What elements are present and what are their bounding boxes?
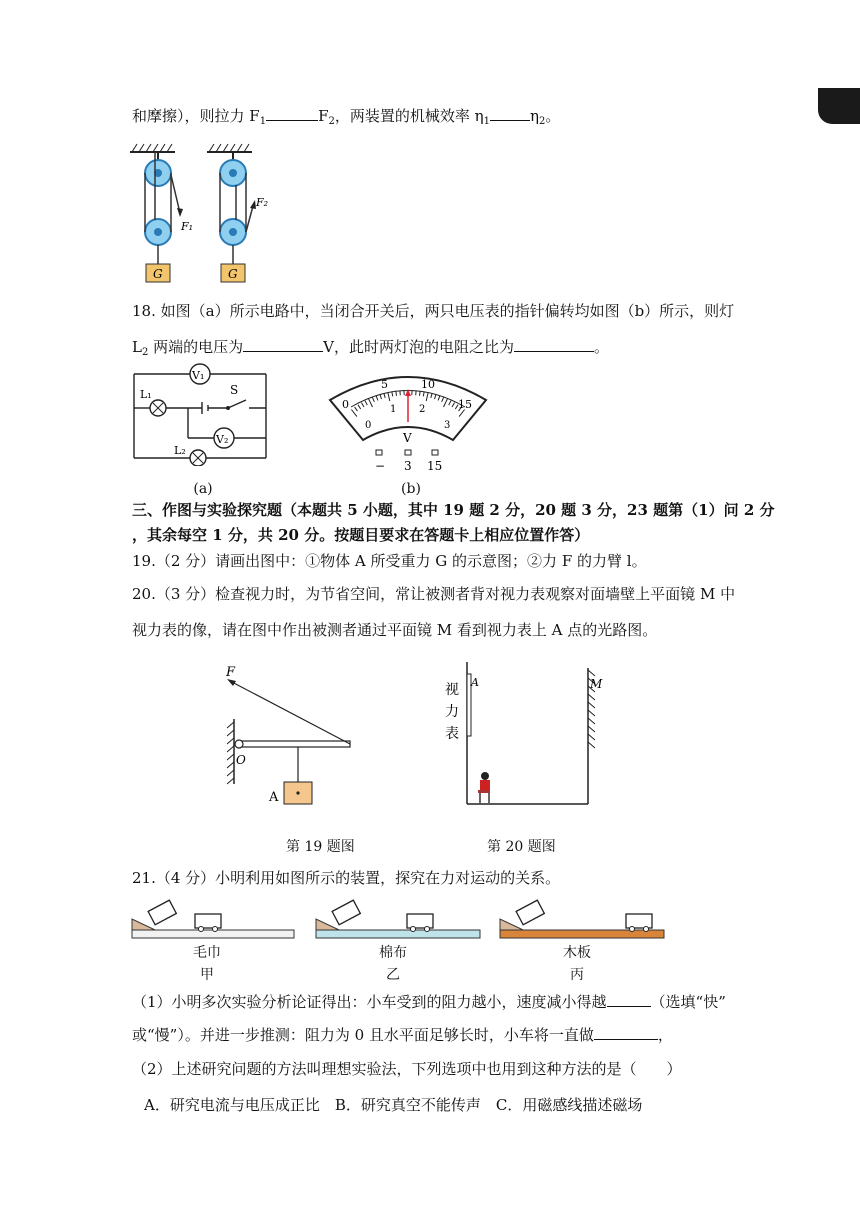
svg-text:15: 15 [458,398,472,411]
svg-text:A: A [269,790,279,805]
svg-text:G: G [228,267,238,281]
q17-pulley-figure [125,140,285,285]
ramp-cotton [316,900,480,938]
svg-text:V₂: V₂ [216,433,229,446]
q21-ramps-figure [130,897,670,947]
page-corner-tab [818,88,860,124]
svg-text:−: − [375,459,386,473]
q18-voltmeter-dial [325,362,491,480]
q21-part2: （2）上述研究问题的方法叫理想实验法，下列选项中也用到这种方法的是（ ） [132,1060,682,1078]
dial-tick [420,391,421,396]
section3-heading-line1: 三、作图与实验探究题（本题共 5 小题，其中 19 题 2 分，20 题 3 分，23 题第（1）问 2 分 [132,501,775,519]
person-figure [478,772,490,803]
svg-text:A: A [471,676,479,689]
svg-text:视: 视 [445,682,459,698]
label-force-f: F [226,665,236,680]
svg-text:3: 3 [404,459,412,473]
svg-text:5: 5 [381,378,388,391]
svg-text:15: 15 [427,459,443,473]
svg-text:S: S [230,383,239,397]
svg-text:V: V [403,431,412,445]
svg-text:力: 力 [445,704,459,720]
q20-caption: 第 20 题图 [487,839,556,855]
q19-lever-figure [222,664,362,812]
surface-name-1: 毛巾 [193,945,221,961]
svg-text:L₂: L₂ [174,444,186,457]
caption-a: (a) [193,481,213,497]
label-f2: F₂ [256,196,269,209]
pivot-o [235,740,243,748]
svg-text:L₁: L₁ [140,388,152,401]
caption-b: (b) [401,481,421,497]
q18-line1: 18. 如图（a）所示电路中，当闭合开关后，两只电压表的指针偏转均如图（b）所示，则灯 [132,302,735,320]
label-mirror-m: M [590,677,603,691]
svg-text:G: G [153,267,163,281]
lever-bar [238,741,350,747]
svg-text:10: 10 [421,378,435,391]
q19-text: 19.（2 分）请画出图中：①物体 A 所受重力 G 的示意图；②力 F 的力臂 l。 [132,552,647,570]
q21-text: 21.（4 分）小明利用如图所示的装置，探究在力对运动的关系。 [132,869,561,887]
section3-heading-line2: ，其余每空 1 分，共 20 分。按题目要求在答题卡上相应位置作答） [132,526,590,544]
ramp-wood [500,900,664,938]
surface-name-2: 棉布 [379,945,407,961]
q20-mirror-figure [440,660,605,808]
svg-text:0: 0 [365,420,372,431]
svg-text:表: 表 [445,726,459,742]
svg-text:O: O [236,753,246,767]
surface-name-3: 木板 [563,945,591,961]
surface-tag-3: 丙 [570,967,584,983]
dial-tick [396,391,397,396]
q21-options: A．研究电流与电压成正比 B．研究真空不能传声 C．用磁感线描述磁场 [144,1096,643,1114]
ramp-towel [132,900,294,938]
q21-part1-line1: （1）小明多次实验分析论证得出：小车受到的阻力越小，速度减小得越 （选填“快” [132,993,726,1011]
q18-circuit-diagram [128,362,276,466]
q20-line1: 20.（3 分）检查视力时，为节省空间，常让被测者背对视力表观察对面墙壁上平面镜 M 中 [132,585,736,603]
surface-tag-1: 甲 [200,967,214,983]
svg-text:0: 0 [342,398,349,411]
q18-line2: $L_2$ 两端的电压为 V，此时两灯泡的电阻之比为 。 [132,338,609,358]
q17-tail-line: 和摩擦），则拉力 $F_1$ $F_2$，两装置的机械效率 $\eta_1$ $\eta_2$。 [132,107,561,127]
label-f1: F₁ [181,220,194,233]
svg-text:V₁: V₁ [192,369,205,382]
q21-part1-line2: 或“慢”）。并进一步推测：阻力为 0 且水平面足够长时，小车将一直做 ， [132,1026,673,1044]
q20-line2: 视力表的像，请在图中作出被测者通过平面镜 M 看到视力表上 A 点的光路图。 [132,621,658,639]
svg-text:2: 2 [419,404,426,415]
q19-caption: 第 19 题图 [286,839,355,855]
surface-tag-2: 乙 [386,967,400,983]
svg-text:3: 3 [444,420,451,431]
svg-text:1: 1 [390,404,397,415]
